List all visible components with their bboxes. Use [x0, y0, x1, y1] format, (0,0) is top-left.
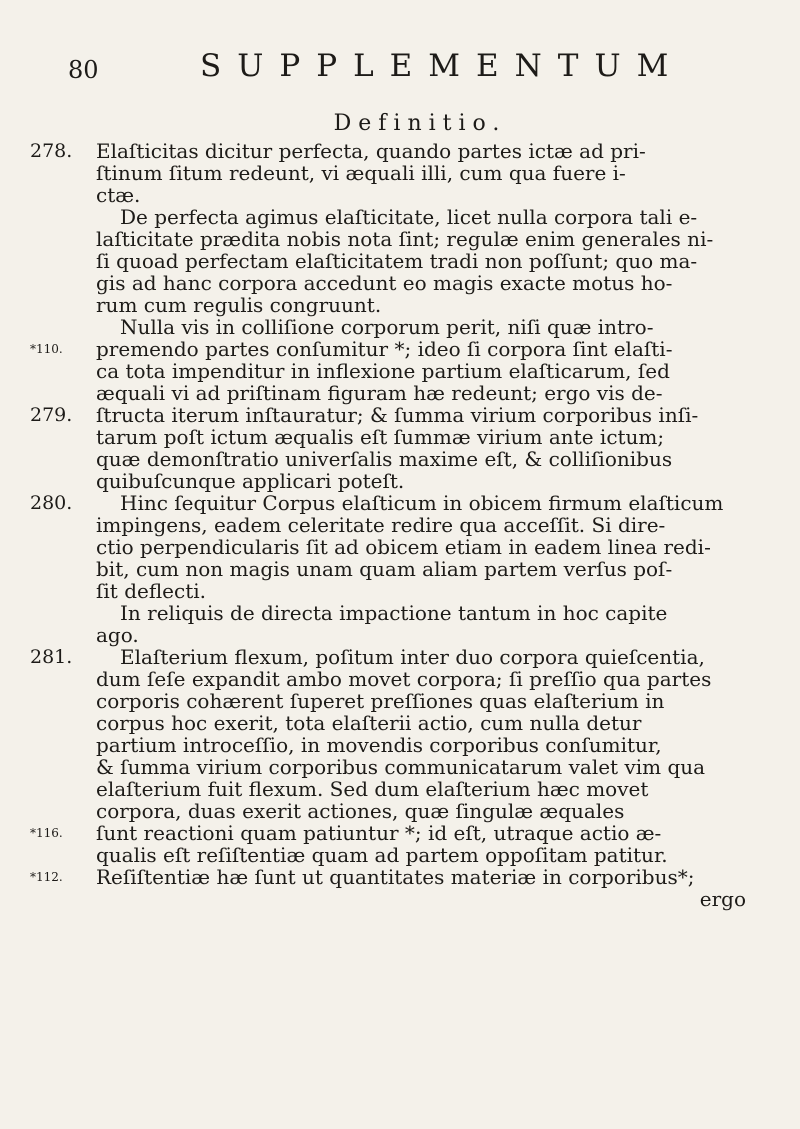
text-line	[96, 668, 746, 690]
line-text: gis ad hanc corpora accedunt eo magis exacte motus ho-	[96, 271, 673, 295]
line-text: & ſumma virium corporibus communicatarum valet vim qua	[96, 755, 706, 779]
text-line	[30, 645, 746, 669]
paragraph-number: 280.	[30, 492, 73, 514]
line-text: ſi quoad perfectam elaſticitatem tradi non poſſunt; quo ma-	[96, 249, 698, 273]
text-line	[96, 602, 746, 624]
text-line	[96, 162, 746, 184]
line-text: In reliquis de directa impactione tantum in hoc capite	[120, 601, 668, 625]
line-text: qualis eſt reſiſtentiæ quam ad partem oppoſitam patitur.	[96, 843, 668, 867]
line-text: dum ſeſe expandit ambo movet corpora; ſi preſſio qua partes	[96, 667, 712, 691]
text-line	[96, 844, 746, 866]
text-line	[96, 690, 746, 712]
text-line	[96, 800, 746, 822]
text-line	[96, 272, 746, 294]
line-text: De perfecta agimus elaſticitate, licet nulla corpora tali e-	[120, 205, 698, 229]
line-text: corpora, duas exerit actiones, quæ ſingulæ æquales	[96, 799, 625, 823]
line-text: corpus hoc exerit, tota elaſterii actio, cum nulla detur	[96, 711, 642, 735]
line-text: Nulla vis in colliſione corporum perit, niſi quæ intro-	[120, 315, 654, 339]
text-line	[96, 360, 746, 382]
text-line	[30, 403, 746, 427]
text-line	[96, 250, 746, 272]
text-line	[96, 382, 746, 404]
line-text: quæ demonſtratio univerſalis maxime eſt, & colliſionibus	[96, 447, 673, 471]
page-header	[0, 48, 800, 88]
line-text: quibuſcunque applicari poteſt.	[96, 469, 405, 493]
text-line	[96, 448, 746, 470]
paragraph-number: 279.	[30, 404, 73, 426]
text-line	[96, 756, 746, 778]
line-text: rum cum regulis congruunt.	[96, 293, 382, 317]
margin-reference: *112.	[30, 870, 63, 884]
text-line	[96, 470, 746, 492]
paragraph-number: 278.	[30, 140, 73, 162]
text-line	[96, 888, 746, 910]
line-text: corporis cohærent ſuperet preſſiones quas elaſterium in	[96, 689, 665, 713]
section-heading: Definitio.	[333, 111, 507, 136]
line-text: bit, cum non magis unam quam aliam partem verſus poſ-	[96, 557, 673, 581]
line-text: ca tota impenditur in inflexione partium elaſticarum, ſed	[96, 359, 670, 383]
body-text	[30, 139, 746, 911]
text-line	[96, 206, 746, 228]
line-text: partium introceſſio, in movendis corporibus conſumitur,	[96, 733, 662, 757]
margin-reference: *116.	[30, 826, 63, 840]
running-title: SUPPLEMENTUM	[200, 48, 685, 84]
text-line	[96, 514, 746, 536]
text-line	[30, 139, 746, 163]
page-number: 80	[68, 56, 99, 84]
text-line	[30, 821, 746, 845]
text-line	[96, 712, 746, 734]
line-text: tarum poſt ictum æqualis eſt ſummæ virium ante ictum;	[96, 425, 665, 449]
line-text: Hinc ſequitur Corpus elaſticum in obicem firmum elaſticum	[120, 491, 724, 515]
line-text: ctæ.	[96, 183, 141, 207]
text-line	[96, 316, 746, 338]
margin-reference: *110.	[30, 342, 63, 356]
line-text: elaſterium fuit flexum. Sed dum elaſterium hæc movet	[96, 777, 649, 801]
line-text: Elaſticitas dicitur perfecta, quando partes ictæ ad pri-	[96, 139, 646, 163]
text-line	[96, 624, 746, 646]
text-line	[30, 865, 746, 889]
text-line	[30, 491, 746, 515]
line-text: ctio perpendicularis ſit ad obicem etiam in eadem linea redi-	[96, 535, 711, 559]
text-line	[96, 558, 746, 580]
line-text: ſtructa iterum inſtauratur; & ſumma virium corporibus inſi-	[96, 403, 699, 427]
text-line	[96, 734, 746, 756]
line-text: Reſiſtentiæ hæ ſunt ut quantitates materiæ in corporibus*;	[96, 865, 695, 889]
line-text: ſtinum ſitum redeunt, vi æquali illi, cum qua fuere i-	[96, 161, 626, 185]
line-text: impingens, eadem celeritate redire qua acceſſit. Si dire-	[96, 513, 666, 537]
text-line	[96, 184, 746, 206]
text-line	[96, 294, 746, 316]
line-text: ſit deflecti.	[96, 579, 206, 603]
text-line	[96, 536, 746, 558]
text-line	[96, 580, 746, 602]
line-text: laſticitate prædita nobis nota ſint; regulæ enim generales ni-	[96, 227, 714, 251]
paragraph-number: 281.	[30, 646, 73, 668]
line-text: premendo partes conſumitur *; ideo ſi corpora ſint elaſti-	[96, 337, 673, 361]
line-text: ſunt reactioni quam patiuntur *; id eſt, utraque actio æ-	[96, 821, 662, 845]
text-line	[96, 228, 746, 250]
line-text: Elaſterium flexum, poſitum inter duo corpora quieſcentia,	[120, 645, 705, 669]
line-text: ago.	[96, 623, 139, 647]
line-text: ergo	[699, 887, 746, 911]
text-line	[30, 337, 746, 361]
text-line	[96, 778, 746, 800]
text-line	[96, 426, 746, 448]
line-text: æquali vi ad priſtinam figuram hæ redeunt; ergo vis de-	[96, 381, 663, 405]
